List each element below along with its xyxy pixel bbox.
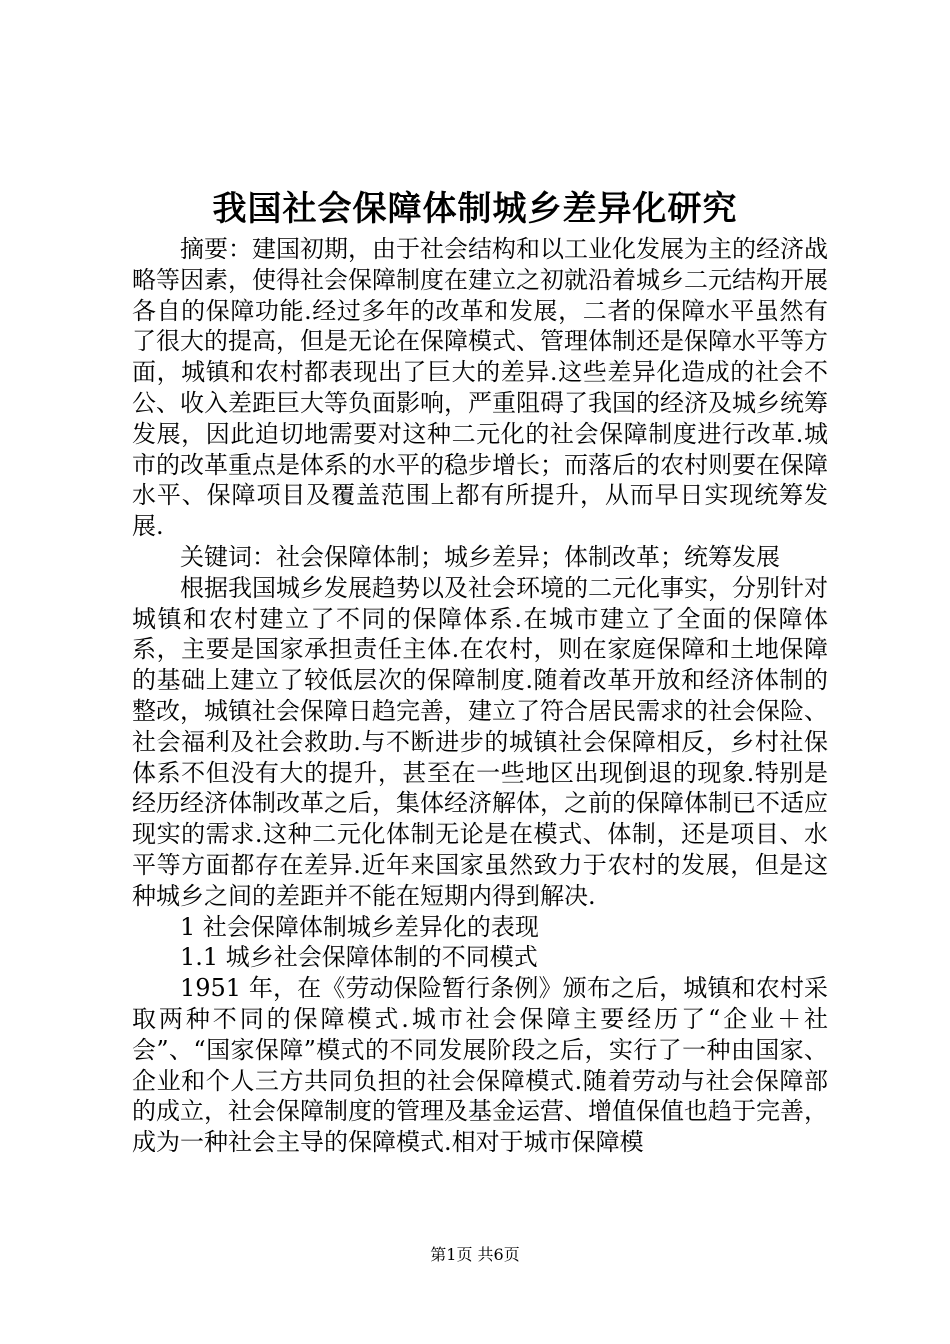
subsection-heading: 1.1 城乡社会保障体制的不同模式	[180, 943, 538, 972]
document-title: 我国社会保障体制城乡差异化研究	[212, 189, 738, 229]
document-body	[132, 234, 828, 1158]
section-heading: 1 社会保障体制城乡差异化的表现	[180, 912, 539, 941]
abstract-paragraph: 摘要：建国初期，由于社会结构和以工业化发展为主的经济战略等因素，使得社会保障制度在建立之初就沿着城乡二元结构开展各自的保障功能.经过多年的改革和发展，二者的保障水平虽然有了很大的提高，但是无论在保障模式、管理体制还是保障水平等方面，城镇和农村都表现出了巨大的差异.这些差异化造成的社会不公、收入差距巨大等负面影响，严重阻碍了我国的经济及城乡统筹发展，因此迫切地需要对这种二元化的社会保障制度进行改革.城市的改革重点是体系的水平的稳步增长；而落后的农村则要在保障水平、保障项目及覆盖范围上都有所提升，从而早日实现统筹发展.	[132, 235, 828, 541]
body-paragraph: 1951 年，在《劳动保险暂行条例》颁布之后，城镇和农村采取两种不同的保障模式.城市社会保障主要经历了“企业＋社会”、“国家保障”模式的不同发展阶段之后，实行了一种由国家、企业和个人三方共同负担的社会保障模式.随着劳动与社会保障部的成立，社会保障制度的管理及基金运营、增值保值也趋于完善，成为一种社会主导的保障模式.相对于城市保障模	[132, 974, 828, 1157]
intro-paragraph: 根据我国城乡发展趋势以及社会环境的二元化事实，分别针对城镇和农村建立了不同的保障体系.在城市建立了全面的保障体系，主要是国家承担责任主体.在农村，则在家庭保障和土地保障的基础上建立了较低层次的保障制度.随着改革开放和经济体制的整改，城镇社会保障日趋完善，建立了符合居民需求的社会保险、社会福利及社会救助.与不断进步的城镇社会保障相反，乡村社保体系不但没有大的提升，甚至在一些地区出现倒退的现象.特别是经历经济体制改革之后，集体经济解体，之前的保障体制已不适应现实的需求.这种二元化体制无论是在模式、体制，还是项目、水平等方面都存在差异.近年来国家虽然致力于农村的发展，但是这种城乡之间的差距并不能在短期内得到解决.	[132, 573, 828, 910]
page-number: 第1页 共6页	[430, 1245, 520, 1264]
keywords-paragraph: 关键词：社会保障体制；城乡差异；体制改革；统筹发展	[180, 542, 780, 571]
